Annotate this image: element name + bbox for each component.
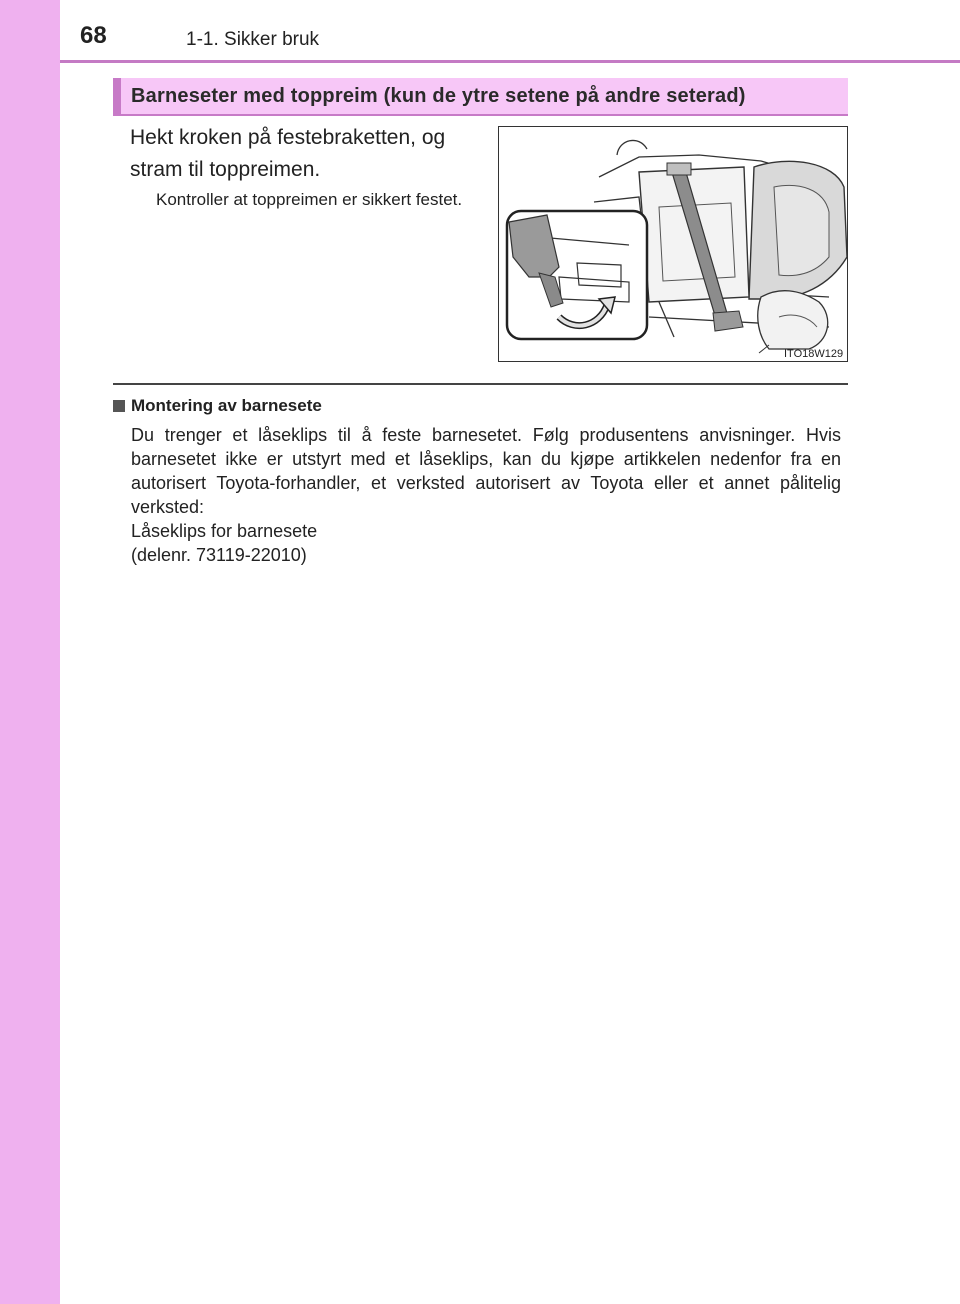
item-name: Låseklips for barnesete	[131, 521, 318, 541]
figure-code: ITO18W129	[784, 348, 844, 360]
section-title: Barneseter med toppreim (kun de ytre setene på andre seterad)	[131, 85, 746, 107]
section-underline	[113, 114, 848, 116]
subsection-heading	[113, 396, 322, 416]
section-divider	[113, 383, 848, 385]
subsection-title: Montering av barnesete	[131, 396, 322, 415]
seat-illustration	[499, 127, 848, 362]
section-bar-accent	[113, 78, 121, 114]
subsection-body: Du trenger et låseklips til å feste barnesetet. Følg produsentens anvisninger. Hvis barnesetet ikke er utstyrt med et låseklips, kan du kjøpe artikkelen nedenfor fra en autorisert Toyota-forhandler, et verksted autorisert av Toyota eller et annet pålitelig verksted:	[131, 425, 841, 517]
square-bullet-icon	[113, 400, 125, 412]
chapter-title: 1-1. Sikker bruk	[186, 29, 320, 50]
page-number: 68	[80, 22, 107, 49]
illustration-child-seat-top-tether	[498, 126, 848, 362]
side-color-band	[0, 0, 60, 1304]
step-note: Kontroller at toppreimen er sikkert festet.	[156, 190, 463, 209]
part-number: (delenr. 73119-22010)	[131, 545, 307, 565]
header-rule	[60, 60, 960, 63]
step-instruction: Hekt kroken på festebraketten, og stram til toppreimen.	[130, 126, 446, 181]
section-title-bar	[113, 78, 848, 114]
